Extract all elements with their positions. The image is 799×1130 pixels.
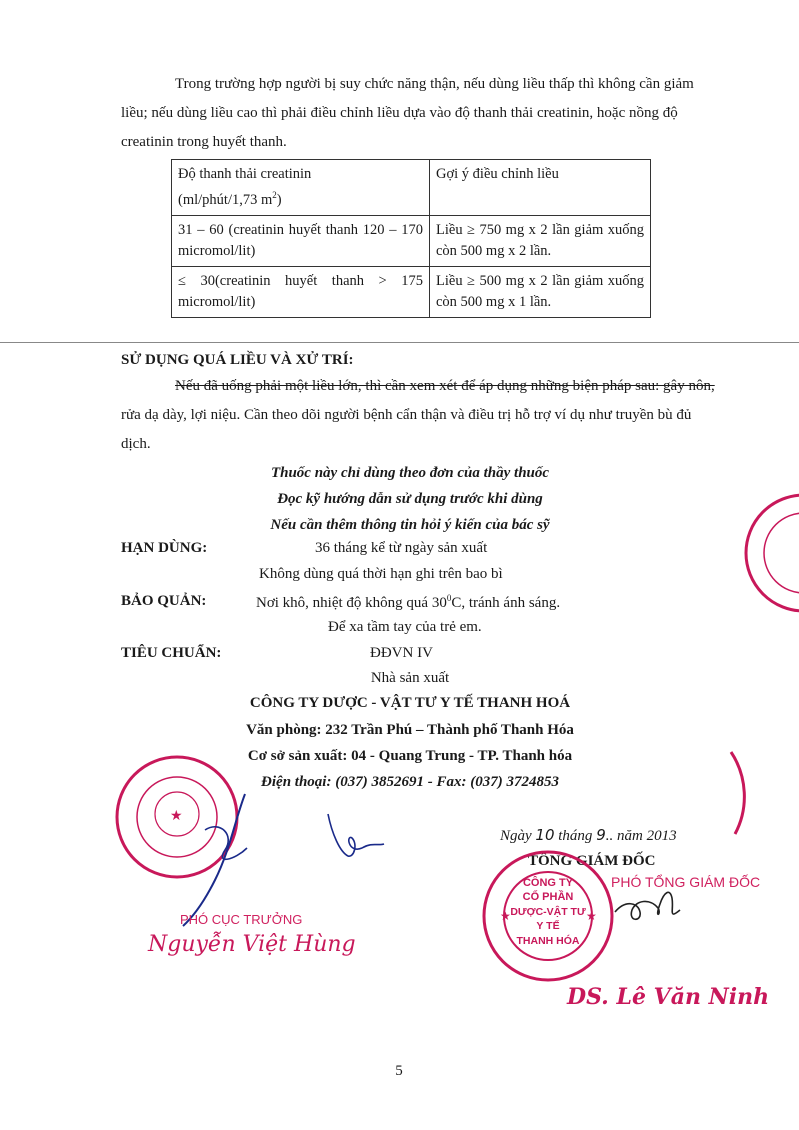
edge-seal xyxy=(742,488,799,618)
signing-date: Ngày 10 tháng 9.. năm 2013 xyxy=(500,826,677,844)
deputy-head-title: PHÓ CỤC TRƯỞNG xyxy=(180,912,303,927)
director-name: DS. Lê Văn Ninh xyxy=(567,984,770,1010)
manufacturer-factory: Cơ sở sản xuất: 04 - Quang Trung - TP. Thanh hóa xyxy=(247,748,573,764)
table-row xyxy=(172,215,651,266)
intro-paragraph xyxy=(121,70,726,157)
divider-line xyxy=(0,342,799,343)
initials-signature xyxy=(318,808,388,868)
standard-value: ĐĐVN IV xyxy=(370,645,433,661)
standard-label: TIÊU CHUẨN: xyxy=(121,645,222,661)
intro-line-2: liều; nếu dùng liều cao thì phải điều chỉnh liều dựa vào độ thanh thải creatinin, hoặc nồng độ xyxy=(121,105,678,121)
warning-line: Thuốc này chỉ dùng theo đơn của thầy thuốc xyxy=(270,465,550,481)
overdose-line-3: dịch. xyxy=(121,436,151,452)
table-header-row xyxy=(172,160,651,216)
overdose-paragraph xyxy=(121,372,726,459)
svg-text:Y TẾ: Y TẾ xyxy=(536,920,560,932)
intro-line-1: Trong trường hợp người bị suy chức năng thận, nếu dùng liều thấp thì không cần giảm xyxy=(175,76,694,92)
shelf-life-label: HẠN DÙNG: xyxy=(121,540,208,556)
table-row xyxy=(172,266,651,317)
header-suggestion: Gợi ý điều chỉnh liều xyxy=(430,160,651,216)
manufacturer-label: Nhà sản xuất xyxy=(370,670,450,686)
star-icon: ★ xyxy=(170,809,183,824)
svg-text:CÔNG TY: CÔNG TY xyxy=(522,877,574,889)
star-icon: ★ xyxy=(586,909,597,923)
general-director-title: TỔNG GIÁM ĐỐC xyxy=(528,853,656,869)
storage-note: Để xa tầm tay của trẻ em. xyxy=(328,619,482,635)
company-seal xyxy=(478,846,618,986)
warning-line: Đọc kỹ hướng dẫn sử dụng trước khi dùng xyxy=(277,491,543,507)
overdose-line-1: Nếu đã uống phải một liều lớn, thì cần xem xét để áp dụng những biện pháp sau: gây nôn, xyxy=(175,378,715,394)
svg-text:THANH HÓA: THANH HÓA xyxy=(516,935,580,947)
storage-value: Nơi khô, nhiệt độ không quá $30^0C$, tránh ánh sáng. xyxy=(256,593,561,611)
header-clearance: Độ thanh thải creatinin (ml/phút/1,73 $m^2$) xyxy=(172,160,430,216)
row1-suggestion: Liều ≥ 750 mg x 2 lần giảm xuống còn 500 mg x 2 lần. xyxy=(430,215,651,266)
storage-label: BẢO QUẢN: xyxy=(121,593,207,609)
warnings-block xyxy=(200,460,620,538)
manufacturer-company: CÔNG TY DƯỢC - VẬT TƯ Y TẾ THANH HOÁ xyxy=(249,695,571,711)
shelf-life-value: 36 tháng kể từ ngày sản xuất xyxy=(315,540,488,556)
intro-line-3: creatinin trong huyết thanh. xyxy=(121,134,287,150)
shelf-life-note: Không dùng quá thời hạn ghi trên bao bì xyxy=(259,566,503,582)
overdose-heading: SỬ DỤNG QUÁ LIỀU VÀ XỬ TRÍ: xyxy=(121,352,354,368)
row2-suggestion: Liều ≥ 500 mg x 2 lần giảm xuống còn 500 mg x 1 lần. xyxy=(430,266,651,317)
svg-text:CỔ PHẦN: CỔ PHẦN xyxy=(522,891,574,903)
svg-text:DƯỢC-VẬT TƯ: DƯỢC-VẬT TƯ xyxy=(510,906,586,918)
official-signature xyxy=(175,790,265,930)
star-icon: ★ xyxy=(500,909,511,923)
row2-clearance: ≤ 30(creatinin huyết thanh > 175 micromol/lit) xyxy=(172,266,430,317)
dose-adjustment-table xyxy=(171,159,651,318)
row1-clearance: 31 – 60 (creatinin huyết thanh 120 – 170 micromol/lit) xyxy=(172,215,430,266)
edge-seal-arc xyxy=(725,748,755,838)
deputy-head-name: Nguyễn Việt Hùng xyxy=(148,932,356,957)
manufacturer-phone: Điện thoại: (037) 3852691 - Fax: (037) 3724853 xyxy=(261,774,559,790)
director-signature xyxy=(610,880,690,930)
warning-line: Nếu cần thêm thông tin hỏi ý kiến của bác sỹ xyxy=(270,517,550,533)
deputy-director-title: PHÓ TỔNG GIÁM ĐỐC xyxy=(611,874,761,890)
manufacturer-office: Văn phòng: 232 Trần Phú – Thành phố Thanh Hóa xyxy=(246,722,574,738)
overdose-line-2: rửa dạ dày, lợi niệu. Cần theo dõi người bệnh cẩn thận và điều trị hỗ trợ ví dụ như truyền bù đủ xyxy=(121,407,692,423)
page-number: 5 xyxy=(395,1063,403,1079)
